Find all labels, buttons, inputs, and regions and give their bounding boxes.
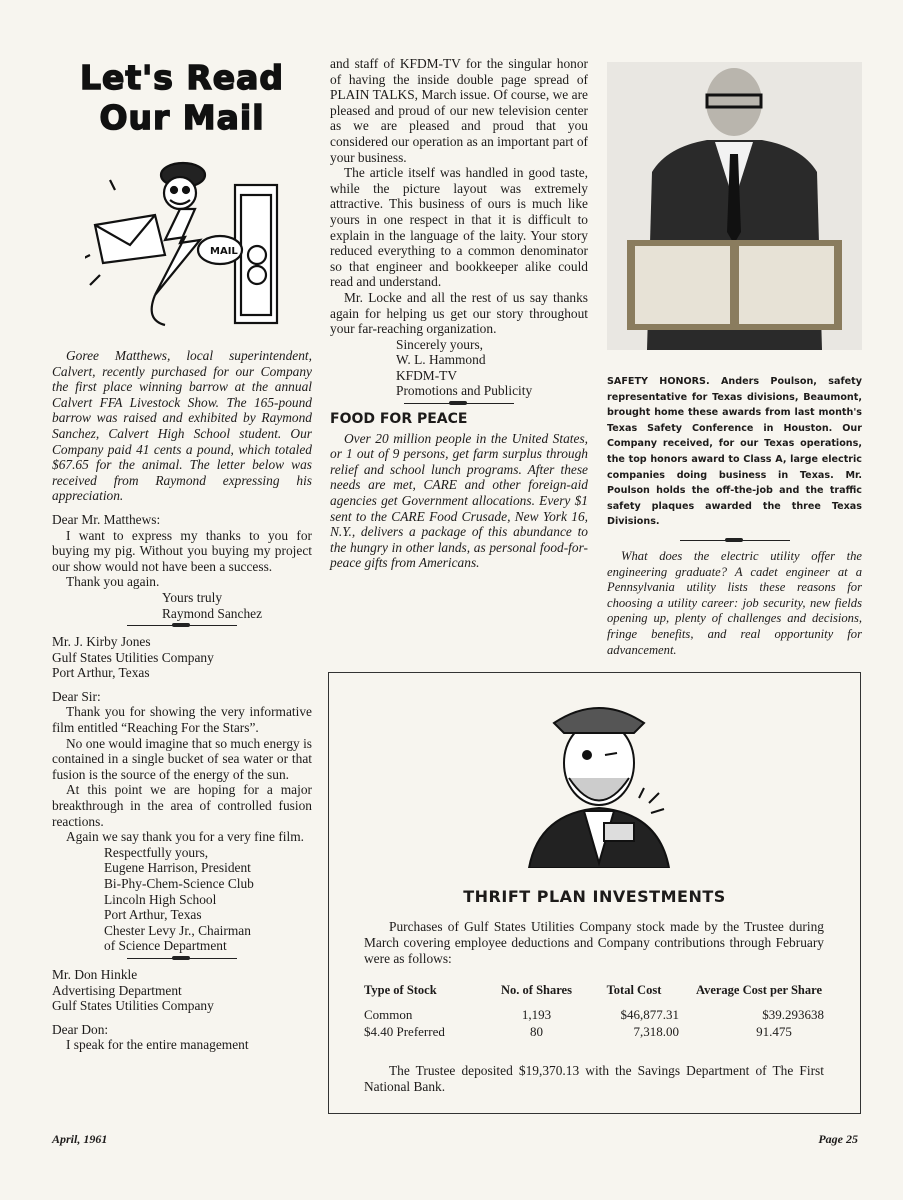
svg-text:MAIL: MAIL	[210, 246, 238, 257]
letter-signer: Port Arthur, Texas	[104, 907, 202, 923]
letter-body: I speak for the entire management	[66, 1037, 249, 1053]
table-cell: 91.475	[756, 1024, 792, 1039]
middle-column	[330, 56, 588, 571]
column-header: Total Cost	[606, 983, 662, 997]
reddy-kilowatt-mailman-illustration	[85, 145, 295, 335]
letter-signer: KFDM-TV	[396, 367, 458, 383]
table-cell: 1,193	[521, 1007, 552, 1022]
letter-signer: Bi-Phy-Chem-Science Club	[104, 876, 254, 891]
address-line: Mr. J. Kirby Jones	[52, 634, 151, 650]
salutation: Dear Sir:	[52, 688, 101, 704]
letter-signer: of Science Department	[104, 938, 227, 954]
letter-closing: Yours truly	[162, 589, 223, 605]
food-for-peace-text: Over 20 million people in the United States, or 1 out of 9 persons, get farm surplus through relief and school lunch programs. After these needs are met, CARE and other foreign-aid agencies get Government allocations. Every $1 sent to the CARE Food Crusade, New York 16, N.Y., delivers a package of this abundance to the hungry in other lands, as personal food-for-peace gifts from Americans.	[330, 430, 588, 571]
ornament-divider	[680, 540, 790, 543]
letter-signer: Promotions and Publicity	[396, 383, 533, 399]
food-for-peace-heading: FOOD FOR PEACE	[330, 411, 468, 428]
letter-signer: Raymond Sanchez	[162, 605, 263, 621]
pig-intro: Goree Matthews, local superintendent, Calvert, recently purchased for our Company the first place winning barrow at the annual Calvert FFA Livestock Show. The 165-pound barrow was raised and exhibited by Raymond Sanchez, Calvert High School student. Our Company paid 41 cents a pound, which totaled $67.65 for the animal. The letter below was received from Raymond expressing his appreciation.	[52, 348, 312, 504]
stock-table	[364, 983, 824, 1040]
thrift-plan-heading: THRIFT PLAN INVESTMENTS	[463, 887, 726, 906]
address-line: Gulf States Utilities Company	[52, 649, 214, 665]
letter-body: and staff of KFDM-TV for the singular honor of having the inside double page spread of PLAIN TALKS, March issue. Of course, we are pleased and proud of our new television center as we are pleased and proud that you considered our operation as an important part of your business.	[330, 56, 588, 165]
letter-body: Again we say thank you for a very fine film.	[66, 829, 304, 845]
address-line: Advertising Department	[52, 982, 182, 998]
letter-closing: Sincerely yours,	[396, 336, 484, 352]
letter-signer: Eugene Harrison, President	[104, 860, 251, 876]
left-column	[52, 348, 312, 1053]
column-header: No. of Shares	[501, 983, 572, 997]
caption-lead: SAFETY HONORS.	[607, 376, 710, 387]
right-column	[607, 374, 862, 658]
ornament-divider	[404, 403, 514, 406]
address-line: Mr. Don Hinkle	[52, 966, 138, 982]
ornament-divider	[127, 958, 237, 961]
letter-closing: Respectfully yours,	[104, 844, 209, 860]
table-cell: $39.293638	[762, 1007, 824, 1022]
address-line: Gulf States Utilities Company	[52, 998, 214, 1014]
table-cell: $4.40 Preferred	[364, 1024, 445, 1039]
letter-body: Mr. Locke and all the rest of us say thanks again for helping us get our story throughout your far-reaching organization.	[330, 289, 588, 337]
ornament-divider	[127, 625, 237, 628]
engineer-text: What does the electric utility offer the engineering graduate? A cadet engineer at a Pennsylvania utility lists these reasons for choosing a utility career: job security, new fields opening up, plenty of challenges and decisions, fringe benefits, and real opportunity for advancement.	[607, 548, 862, 657]
table-cell: $46,877.31	[620, 1007, 679, 1022]
salutation: Dear Don:	[52, 1021, 109, 1037]
thrift-plan-intro: Purchases of Gulf States Utilities Company stock made by the Trustee during March covering employee deductions and Company contributions through February were as follows:	[364, 919, 824, 966]
letter-body: Thank you for showing the very informative film entitled “Reaching For the Stars”.	[52, 704, 312, 736]
letter-body: Thank you again.	[66, 574, 160, 590]
address-line: Port Arthur, Texas	[52, 665, 150, 681]
safety-honors-caption	[607, 374, 862, 530]
thrift-plan-box	[328, 672, 861, 1114]
table-row	[364, 1006, 824, 1023]
letter-body: The article itself was handled in good taste, while the picture layout was extremely attractive. This business of ours is much like yours in one respect in that it is difficult to explain in the language of the laity. Your story reduced everything to a common denominator so that engineer and bookkeeper alike could read and understand.	[330, 165, 588, 290]
table-cell: Common	[364, 1007, 413, 1022]
caption-text: Anders Poulson, safety representative for Texas divisions, Beaumont, brought home these awards from last month's Texas Safety Conference in Houston. Our Company received, for our Texas operations, the top honors award to Class A, large electric companies doing business in Texas. Mr. Poulson holds the off-the-job and the traffic safety plaques awarded the three Texas Divisions.	[607, 376, 862, 528]
letter-signer: Lincoln High School	[104, 891, 217, 907]
salutation: Dear Mr. Matthews:	[52, 511, 161, 527]
letter-signer: W. L. Hammond	[396, 352, 486, 368]
table-row	[364, 1023, 824, 1040]
safety-award-photo	[607, 62, 862, 350]
letter-body: At this point we are hoping for a major breakthrough in the area of controlled fusion reactions.	[52, 782, 312, 829]
letter-body: I want to express my thanks to you for buying my pig. Without you buying my project our show would not have been a success.	[52, 527, 312, 574]
letter-signer: Chester Levy Jr., Chairman	[104, 922, 251, 938]
page-number: Page 25	[818, 1132, 858, 1146]
page-title: Let's Read Our Mail	[79, 58, 285, 137]
issue-date: April, 1961	[52, 1132, 108, 1146]
letter-body: No one would imagine that so much energy is contained in a single bucket of sea water or that fusion is the source of the energy of the sun.	[52, 735, 312, 782]
trustee-note: The Trustee deposited $19,370.13 with the Savings Department of The First National Bank.	[364, 1063, 824, 1094]
table-cell: 80	[530, 1024, 543, 1039]
column-header: Type of Stock	[364, 983, 437, 997]
column-header: Average Cost per Share	[695, 983, 823, 997]
table-header-row	[364, 983, 824, 1006]
thrifty-scot-illustration	[519, 693, 679, 868]
table-cell: 7,318.00	[633, 1024, 679, 1039]
